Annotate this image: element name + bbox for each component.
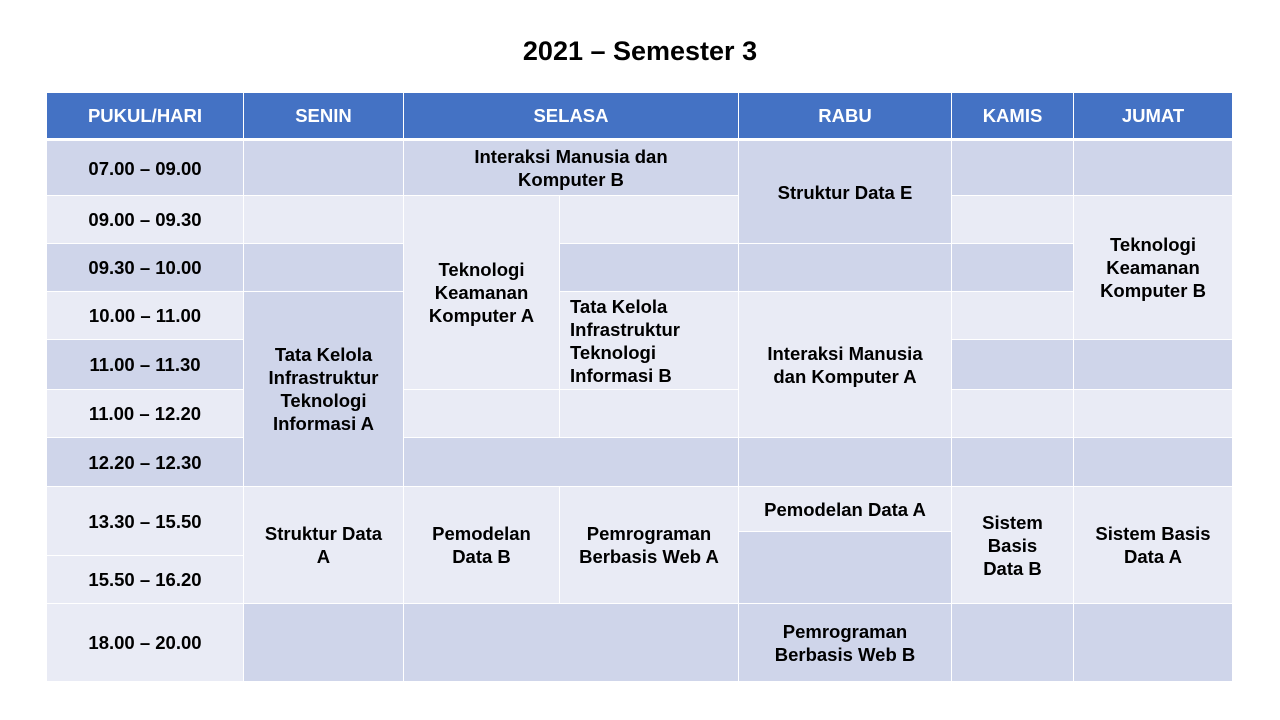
time-slot: 07.00 – 09.00	[47, 141, 244, 196]
course-label: Sistem Basis Data A	[1095, 523, 1211, 567]
course-block	[404, 487, 560, 604]
time-slot: 09.00 – 09.30	[47, 196, 244, 244]
empty-slot	[1074, 340, 1233, 390]
time-slot: 12.20 – 12.30	[47, 438, 244, 487]
time-slot: 11.00 – 12.20	[47, 390, 244, 438]
time-slot: 13.30 – 15.50	[47, 487, 244, 556]
empty-slot	[1074, 141, 1233, 196]
course-block	[739, 487, 952, 532]
course-label: Tata Kelola Infrastruktur Teknologi Informasi B	[570, 295, 680, 386]
empty-slot	[952, 244, 1074, 292]
empty-slot	[952, 292, 1074, 340]
course-block	[1074, 487, 1233, 604]
header-rabu: RABU	[739, 93, 952, 141]
empty-slot	[244, 244, 404, 292]
header-selasa: SELASA	[404, 93, 739, 141]
empty-slot	[739, 244, 952, 292]
empty-slot	[1074, 438, 1233, 487]
course-label: Struktur Data E	[777, 181, 913, 203]
course-label: Pemodelan Data B	[432, 523, 531, 567]
header-time: PUKUL/HARI	[47, 93, 244, 141]
course-block	[952, 487, 1074, 604]
empty-slot	[404, 604, 739, 682]
header-jumat: JUMAT	[1074, 93, 1233, 141]
empty-slot	[739, 532, 952, 604]
course-label: Pemodelan Data A	[764, 498, 926, 520]
time-slot: 09.30 – 10.00	[47, 244, 244, 292]
time-slot: 18.00 – 20.00	[47, 604, 244, 682]
course-label: Struktur Data A	[264, 523, 383, 567]
empty-slot	[1074, 390, 1233, 438]
time-slot: 10.00 – 11.00	[47, 292, 244, 340]
time-slot: 11.00 – 11.30	[47, 340, 244, 390]
empty-slot	[244, 141, 404, 196]
empty-slot	[560, 196, 739, 244]
course-block	[244, 292, 404, 487]
course-block	[1074, 196, 1233, 340]
course-label: Interaksi Manusia dan Komputer A	[767, 342, 923, 387]
course-block	[244, 487, 404, 604]
course-block	[739, 292, 952, 438]
course-block	[404, 196, 560, 390]
empty-slot	[952, 141, 1074, 196]
course-label: Pemrograman Berbasis Web A	[579, 523, 719, 567]
empty-slot	[952, 340, 1074, 390]
time-slot: 15.50 – 16.20	[47, 556, 244, 604]
header-senin: SENIN	[244, 93, 404, 141]
header-kamis: KAMIS	[952, 93, 1074, 141]
course-block	[739, 141, 952, 244]
empty-slot	[739, 438, 952, 487]
course-label: Teknologi Keamanan Komputer B	[1100, 234, 1206, 301]
empty-slot	[1074, 604, 1233, 682]
course-label: Sistem Basis Data B	[982, 511, 1043, 579]
empty-slot	[404, 438, 739, 487]
course-block	[404, 141, 739, 196]
empty-slot	[952, 390, 1074, 438]
course-label: Pemrograman Berbasis Web B	[774, 620, 916, 665]
page-title: 2021 – Semester 3	[522, 36, 758, 66]
empty-slot	[560, 390, 739, 438]
course-block	[560, 292, 739, 390]
course-label: Tata Kelola Infrastruktur Teknologi Informasi A	[268, 344, 379, 434]
empty-slot	[404, 390, 560, 438]
empty-slot	[244, 196, 404, 244]
empty-slot	[560, 244, 739, 292]
empty-slot	[952, 604, 1074, 682]
course-label: Interaksi Manusia dan Komputer B	[474, 146, 668, 190]
empty-slot	[952, 438, 1074, 487]
empty-slot	[952, 196, 1074, 244]
course-block	[560, 487, 739, 604]
empty-slot	[244, 604, 404, 682]
course-block	[739, 604, 952, 682]
course-label: Teknologi Keamanan Komputer A	[428, 259, 535, 326]
